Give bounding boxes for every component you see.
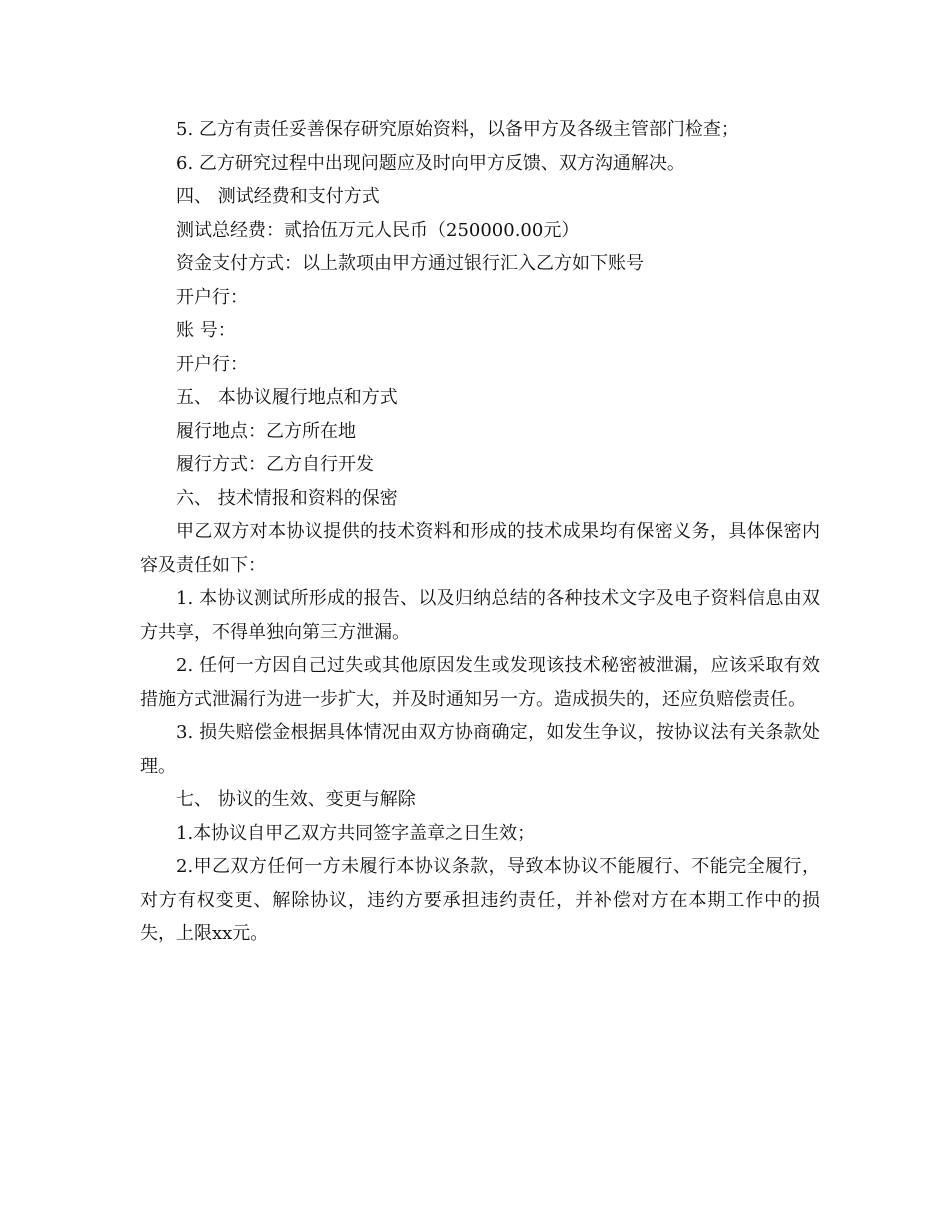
performance-location: 履行地点：乙方所在地 (176, 420, 356, 442)
confidentiality-intro: 甲乙双方对本协议提供的技术资料和形成的技术成果均有保密义务，具体保密内容及责任如下： (140, 521, 820, 576)
payment-method: 资金支付方式：以上款项由甲方通过银行汇入乙方如下账号 (176, 253, 644, 274)
effectiveness-item-1: 1.本协议自甲乙双方共同签字盖章之日生效； (176, 822, 536, 844)
clause-5-archive-materials: 5. 乙方有责任妥善保存研究原始资料，以备甲方及各级主管部门检查； (176, 119, 739, 140)
section-4-heading: 四、 测试经费和支付方式 (176, 186, 380, 207)
section-6-heading: 六、 技术情报和资料的保密 (176, 487, 398, 509)
performance-method: 履行方式：乙方自行开发 (176, 454, 374, 475)
effectiveness-item-2: 2.甲乙双方任何一方未履行本协议条款，导致本协议不能履行、不能完全履行，对方有权变更、解除协议，违约方要承担违约责任，并补偿对方在本期工作中的损失，上限xx元。 (140, 856, 820, 944)
section-5-heading: 五、 本协议履行地点和方式 (176, 387, 398, 408)
confidentiality-item-1: 1. 本协议测试所形成的报告、以及归纳总结的各种技术文字及电子资料信息由双方共享，不得单独向第三方泄漏。 (140, 588, 820, 643)
document-body (140, 113, 820, 951)
bank-name-line-2: 开户行： (176, 353, 248, 375)
confidentiality-item-3: 3. 损失赔偿金根据具体情况由双方协商确定，如发生争议，按协议法有关条款处理。 (140, 722, 820, 777)
account-number-line: 账 号： (176, 320, 236, 341)
clause-6-feedback: 6. 乙方研究过程中出现问题应及时向甲方反馈、双方沟通解决。 (176, 152, 685, 174)
confidentiality-item-2: 2. 任何一方因自己过失或其他原因发生或发现该技术秘密被泄漏，应该采取有效措施方式泄漏行为进一步扩大，并及时通知另一方。造成损失的，还应负赔偿责任。 (140, 655, 820, 710)
total-fee: 测试总经费：贰拾伍万元人民币（250000.00元） (176, 219, 580, 241)
section-7-heading: 七、 协议的生效、变更与解除 (176, 789, 416, 810)
bank-name-line: 开户行： (176, 286, 248, 308)
